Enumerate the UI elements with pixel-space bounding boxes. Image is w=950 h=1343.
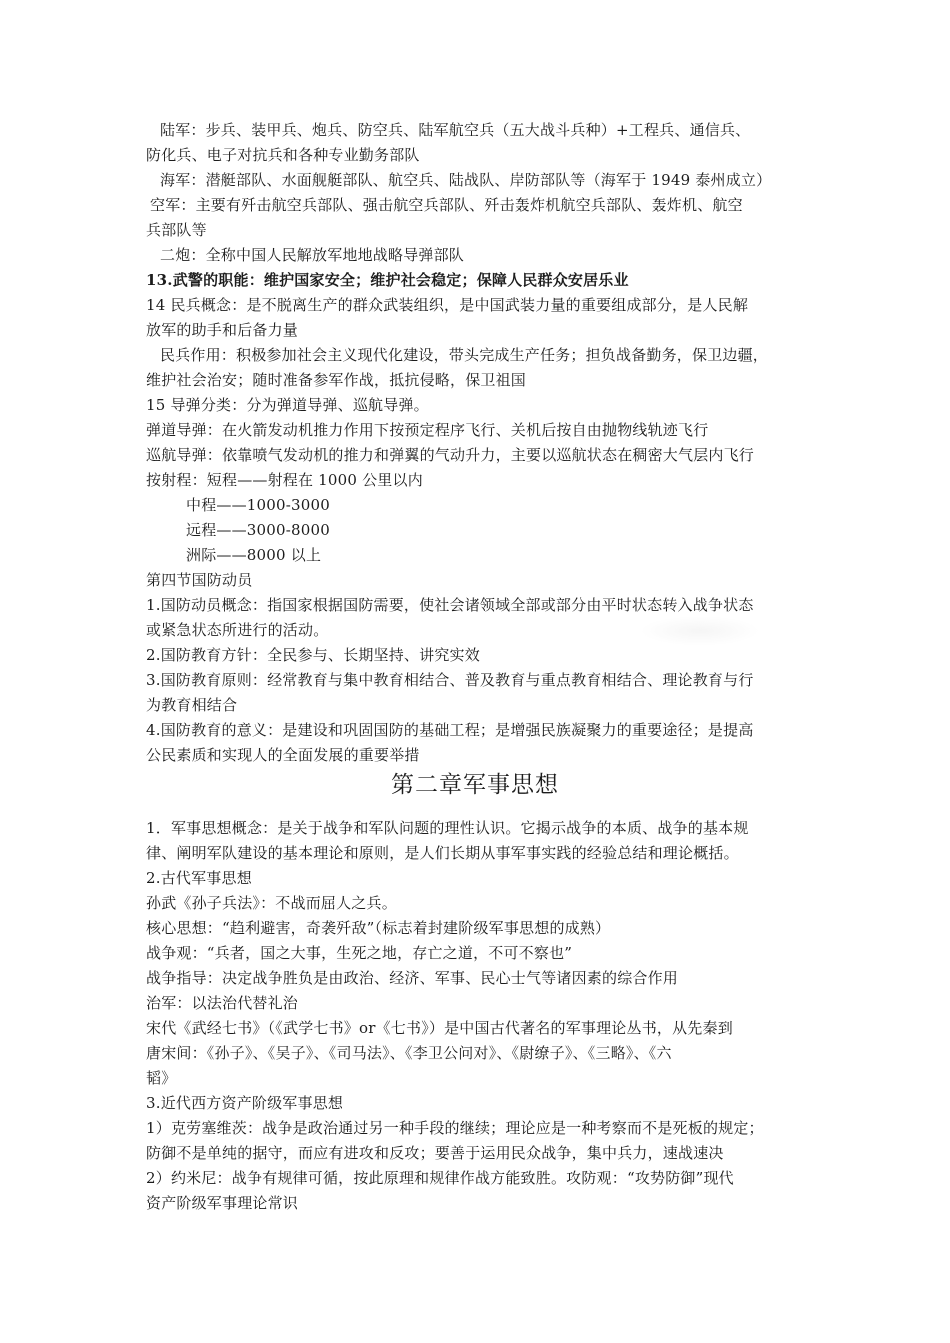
text-line: 空军：主要有歼击航空兵部队、强击航空兵部队、歼击轰炸机航空兵部队、轰炸机、航空 — [150, 196, 743, 214]
chapter-title: 第二章军事思想 — [391, 772, 559, 798]
text-line: 弹道导弹：在火箭发动机推力作用下按预定程序飞行、关机后按自由抛物线轨迹飞行 — [146, 421, 709, 439]
text-line: 民兵作用：积极参加社会主义现代化建设，带头完成生产任务；担负战备勤务，保卫边疆， — [160, 346, 769, 364]
text-line: 战争指导：决定战争胜负是由政治、经济、军事、民心士气等诸因素的综合作用 — [146, 969, 679, 987]
text-line: 陆军：步兵、装甲兵、炮兵、防空兵、陆军航空兵（五大战斗兵种）+工程兵、通信兵、 — [160, 121, 751, 139]
text-line: 1．军事思想概念：是关于战争和军队问题的理性认识。它揭示战争的本质、战争的基本规 — [146, 819, 749, 837]
text-line: 或紧急状态所进行的活动。 — [146, 621, 329, 639]
text-line: 远程——3000-8000 — [186, 521, 331, 539]
text-line: 宋代《武经七书》（《武学七书》or《七书》）是中国古代著名的军事理论丛书，从先秦到 — [146, 1019, 733, 1037]
text-line: 兵部队等 — [146, 221, 207, 239]
text-line: 律、阐明军队建设的基本理论和原则，是人们长期从事军事实践的经验总结和理论概括。 — [146, 844, 739, 862]
text-line: 巡航导弹：依靠喷气发动机的推力和弹翼的气动升力，主要以巡航状态在稠密大气层内飞行 — [146, 446, 755, 464]
section-heading: 第四节国防动员 — [146, 571, 253, 589]
text-line: 2.古代军事思想 — [146, 869, 252, 887]
text-line: 1.国防动员概念：指国家根据国防需要，使社会诸领域全部或部分由平时状态转入战争状态 — [146, 596, 754, 614]
text-line: 1）克劳塞维茨：战争是政治通过另一种手段的继续；理论应是一种考察而不是死板的规定； — [146, 1119, 764, 1137]
text-line: 防御不是单纯的据守，而应有进攻和反攻；要善于运用民众战争，集中兵力，速战速决 — [146, 1144, 724, 1162]
text-line: 3.近代西方资产阶级军事思想 — [146, 1094, 344, 1112]
text-line: 战争观：“兵者，国之大事，生死之地，存亡之道，不可不察也” — [146, 944, 573, 962]
text-line: 资产阶级军事理论常识 — [146, 1194, 299, 1212]
text-line: 唐宋间：《孙子》、《吴子》、《司马法》、《李卫公问对》、《尉缭子》、《三略》、《六 — [146, 1044, 672, 1062]
text-line: 公民素质和实现人的全面发展的重要举措 — [146, 746, 420, 764]
text-line: 治军：以法治代替礼治 — [146, 994, 299, 1012]
text-line: 4.国防教育的意义：是建设和巩固国防的基础工程；是增强民族凝聚力的重要途径；是提高 — [146, 721, 754, 739]
text-line: 韬》 — [146, 1069, 177, 1087]
text-line: 孙武《孙子兵法》：不战而屈人之兵。 — [146, 894, 397, 912]
text-line: 维护社会治安；随时准备参军作战，抵抗侵略，保卫祖国 — [146, 371, 527, 389]
text-line: 核心思想：“趋利避害，奇袭歼敌”（标志着封建阶级军事思想的成熟） — [146, 919, 611, 937]
text-line: 13.武警的职能：维护国家安全；维护社会稳定；保障人民群众安居乐业 — [146, 271, 629, 289]
text-line: 放军的助手和后备力量 — [146, 321, 299, 339]
text-line: 2）约米尼：战争有规律可循，按此原理和规律作战方能致胜。攻防观：“攻势防御”现代 — [146, 1169, 734, 1187]
text-line: 2.国防教育方针：全民参与、长期坚持、讲究实效 — [146, 646, 480, 664]
text-line: 按射程：短程——射程在 1000 公里以内 — [146, 471, 423, 489]
text-line: 中程——1000-3000 — [186, 496, 331, 514]
text-line: 15 导弹分类：分为弹道导弹、巡航导弹。 — [146, 396, 429, 414]
text-line: 洲际——8000 以上 — [186, 546, 322, 564]
text-line: 为教育相结合 — [146, 696, 238, 714]
text-line: 14 民兵概念：是不脱离生产的群众武装组织，是中国武装力量的重要组成部分，是人民解 — [146, 296, 749, 314]
text-line: 3.国防教育原则：经常教育与集中教育相结合、普及教育与重点教育相结合、理论教育与行 — [146, 671, 754, 689]
text-line: 海军：潜艇部队、水面舰艇部队、航空兵、陆战队、岸防部队等（海军于 1949 泰州成立） — [160, 171, 772, 189]
text-line: 二炮：全称中国人民解放军地地战略导弹部队 — [160, 246, 465, 264]
text-line: 防化兵、电子对抗兵和各种专业勤务部队 — [146, 146, 420, 164]
